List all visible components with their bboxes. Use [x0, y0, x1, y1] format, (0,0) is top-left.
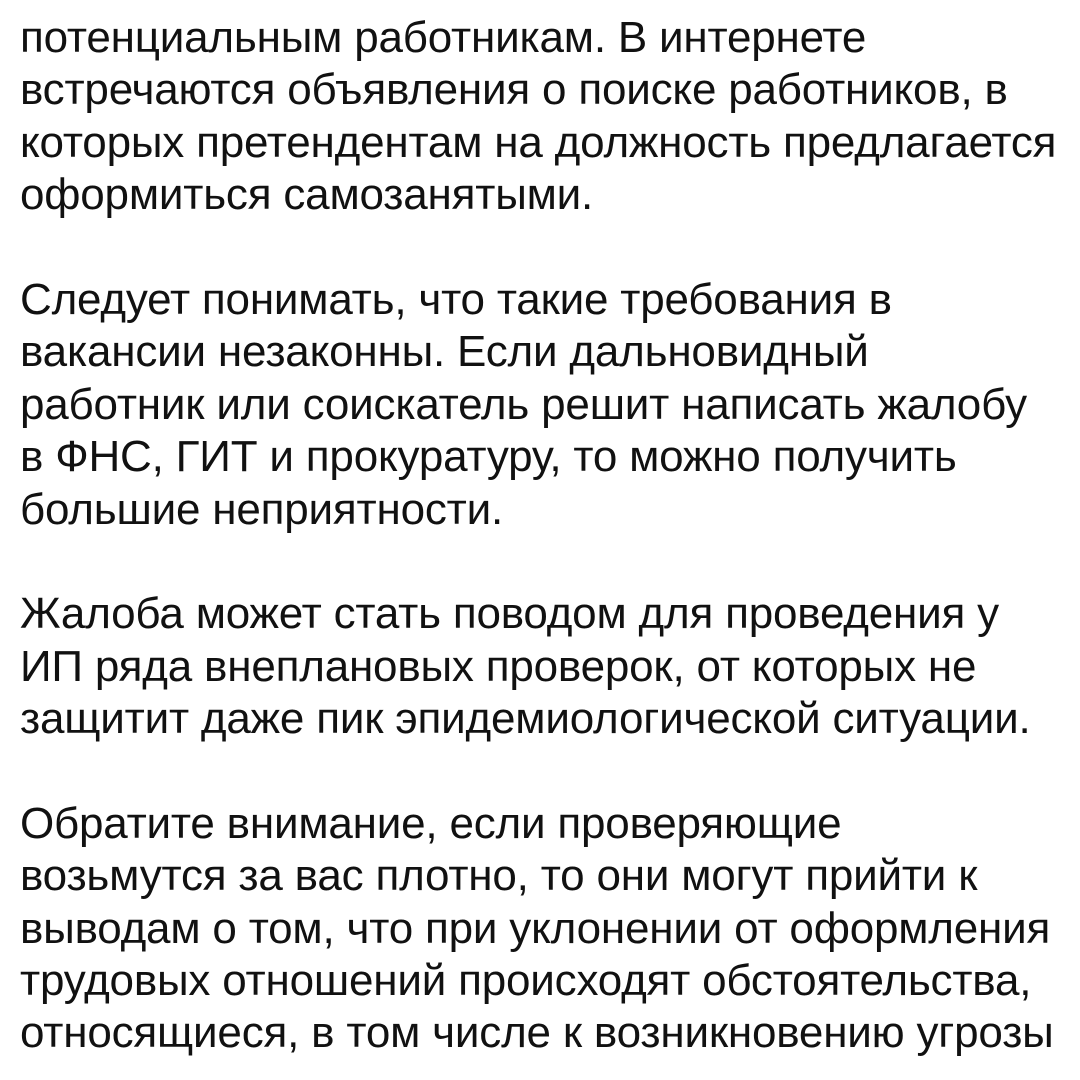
text-line: которых претендентам на должность предлагается: [20, 117, 1057, 167]
text-line: Следует понимать, что такие требования в: [20, 274, 892, 324]
paragraph-4: [20, 798, 1080, 1060]
text-line: выводам о том, что при уклонении от оформления: [20, 903, 1051, 953]
text-line: Обратите внимание, если проверяющие: [20, 798, 842, 848]
text-line: работник или соискатель решит написать жалобу: [20, 379, 1027, 429]
article-text: [20, 12, 1080, 1080]
text-line: ИП ряда внеплановых проверок, от которых не: [20, 641, 977, 691]
text-line: в ФНС, ГИТ и прокуратуру, то можно получить: [20, 432, 957, 482]
text-line: защитит даже пик эпидемиологической ситуации.: [20, 694, 1031, 744]
paragraph-1: [20, 12, 1080, 222]
text-line: возьмутся за вас плотно, то они могут прийти к: [20, 851, 978, 901]
text-line: Жалоба может стать поводом для проведения у: [20, 589, 999, 639]
paragraph-2: [20, 274, 1080, 536]
text-line: оформиться самозанятыми.: [20, 170, 594, 220]
text-line: большие неприятности.: [20, 484, 504, 534]
text-line: относящиеся, в том числе к возникновению угрозы: [20, 1008, 1054, 1058]
text-line: трудовых отношений происходят обстоятельства,: [20, 956, 1032, 1006]
text-line: потенциальным работникам. В интернете: [20, 13, 867, 62]
text-line: вакансии незаконны. Если дальновидный: [20, 327, 869, 377]
paragraph-3: [20, 588, 1080, 745]
text-line: встречаются объявления о поиске работников, в: [20, 65, 1008, 115]
